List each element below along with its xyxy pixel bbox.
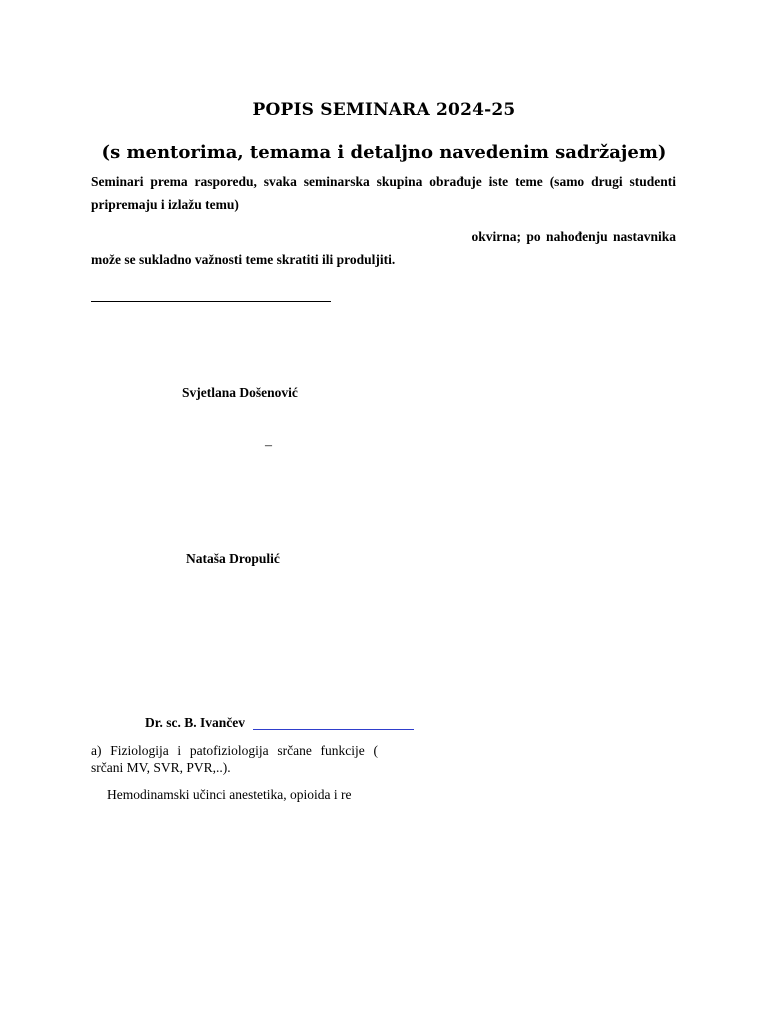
document-title: POPIS SEMINARA 2024-25: [252, 100, 516, 120]
note-line-2: može se sukladno važnosti teme skratiti ili produljiti.: [91, 252, 396, 267]
intro-paragraph: Seminari prema rasporedu, svaka seminarska skupina obrađuje iste teme (samo drugi studenti pripremaju i izlažu temu): [91, 174, 676, 212]
mentor-name-dropulic: Nataša Dropulić: [186, 551, 280, 566]
dash-separator: –: [265, 438, 272, 453]
topic-a: a) Fiziologija i patofiziologija srčane funkcije ( srčani MV, SVR, PVR,..).: [91, 743, 378, 775]
section-divider: [91, 301, 331, 302]
topic-b: Hemodinamski učinci anestetika, opioida i re: [107, 787, 352, 802]
note-line-1: okvirna; po nahođenju nastavnika: [471, 229, 676, 244]
mentor-row-ivancev: [145, 715, 414, 731]
mentor-name-dosenovic: Svjetlana Došenović: [182, 385, 298, 400]
mentor-email-link[interactable]: [253, 729, 414, 730]
mentor-name-ivancev: Dr. sc. B. Ivančev: [145, 715, 245, 730]
document-subtitle: (s mentorima, temama i detaljno navedenim sadržajem): [101, 142, 667, 163]
